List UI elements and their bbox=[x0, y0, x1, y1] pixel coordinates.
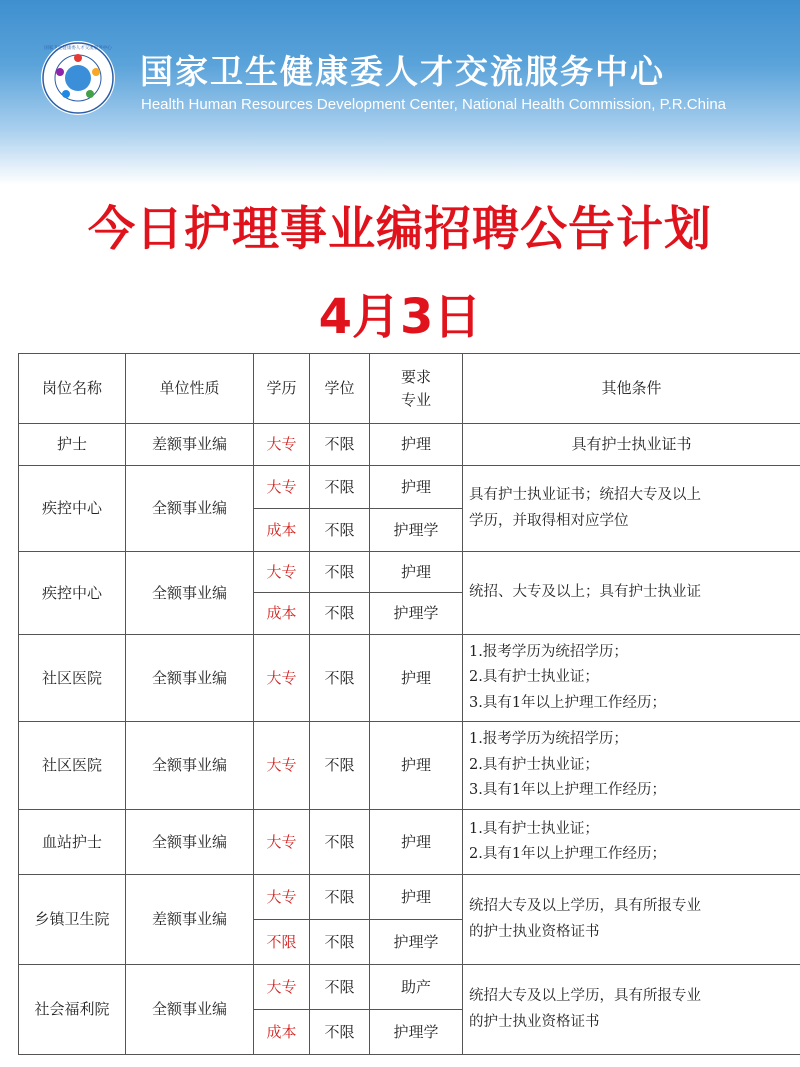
table-row bbox=[19, 965, 800, 1010]
unit-type-cell: 全额事业编 bbox=[126, 722, 254, 810]
table-row bbox=[19, 810, 800, 875]
major-cell: 护理 bbox=[370, 635, 463, 722]
unit-type-cell: 差额事业编 bbox=[126, 875, 254, 965]
degree-cell: 不限 bbox=[310, 1010, 370, 1055]
organization-logo bbox=[40, 40, 116, 116]
recruitment-table bbox=[18, 353, 800, 1055]
position-cell: 社会福利院 bbox=[19, 965, 126, 1055]
conditions-line: 学历，并取得相对应学位 bbox=[469, 512, 629, 529]
unit-type-cell: 差额事业编 bbox=[126, 424, 254, 466]
conditions-cell bbox=[463, 875, 800, 965]
major-cell: 护理 bbox=[370, 875, 463, 920]
conditions-line: 1.报考学历为统招学历； bbox=[469, 643, 628, 660]
organization-name-cn: 国家卫生健康委人才交流服务中心 bbox=[140, 52, 665, 91]
position-cell: 乡镇卫生院 bbox=[19, 875, 126, 965]
position-cell: 社区医院 bbox=[19, 722, 126, 810]
major-cell: 护理学 bbox=[370, 509, 463, 552]
header-major-line1: 要求 bbox=[400, 368, 431, 386]
conditions-line: 3.具有1年以上护理工作经历； bbox=[469, 694, 667, 711]
header-degree: 学位 bbox=[310, 354, 370, 424]
table-row bbox=[19, 875, 800, 920]
major-cell: 护理 bbox=[370, 722, 463, 810]
conditions-cell: 统招、大专及以上；具有护士执业证 bbox=[463, 552, 800, 635]
degree-cell: 不限 bbox=[310, 875, 370, 920]
page-title: 今日护理事业编招聘公告计划 bbox=[88, 202, 712, 257]
header-education: 学历 bbox=[254, 354, 310, 424]
table-row bbox=[19, 466, 800, 509]
page-date: 4月3日 bbox=[318, 289, 482, 345]
header-major bbox=[370, 354, 463, 424]
degree-cell: 不限 bbox=[310, 466, 370, 509]
unit-type-cell: 全额事业编 bbox=[126, 635, 254, 722]
position-cell: 疾控中心 bbox=[19, 466, 126, 552]
conditions-line: 统招大专及以上学历，具有所报专业 bbox=[469, 898, 701, 915]
conditions-line: 的护士执业资格证书 bbox=[469, 923, 600, 940]
unit-type-cell: 全额事业编 bbox=[126, 965, 254, 1055]
major-cell: 护理学 bbox=[370, 1010, 463, 1055]
conditions-line: 1.报考学历为统招学历； bbox=[469, 731, 628, 748]
unit-type-cell: 全额事业编 bbox=[126, 552, 254, 635]
education-cell: 大专 bbox=[254, 552, 310, 593]
position-cell: 护士 bbox=[19, 424, 126, 466]
position-cell: 血站护士 bbox=[19, 810, 126, 875]
degree-cell: 不限 bbox=[310, 509, 370, 552]
degree-cell: 不限 bbox=[310, 552, 370, 593]
conditions-line: 2.具有护士执业证； bbox=[469, 669, 599, 686]
major-cell: 助产 bbox=[370, 965, 463, 1010]
table-row bbox=[19, 635, 800, 722]
education-cell: 大专 bbox=[254, 424, 310, 466]
education-cell: 大专 bbox=[254, 810, 310, 875]
logo-ring-text: 国家卫生健康委人才交流服务中心 bbox=[44, 46, 112, 51]
header-position: 岗位名称 bbox=[19, 354, 126, 424]
education-cell: 大专 bbox=[254, 722, 310, 810]
conditions-line: 的护士执业资格证书 bbox=[469, 1013, 600, 1030]
header-major-line2: 专业 bbox=[400, 390, 431, 409]
education-cell: 不限 bbox=[254, 920, 310, 965]
conditions-cell bbox=[463, 810, 800, 875]
major-cell: 护理学 bbox=[370, 920, 463, 965]
major-cell: 护理 bbox=[370, 552, 463, 593]
conditions-line: 2.具有1年以上护理工作经历； bbox=[469, 846, 667, 862]
conditions-line: 统招大专及以上学历，具有所报专业 bbox=[469, 988, 701, 1005]
education-cell: 成本 bbox=[254, 509, 310, 552]
table-row bbox=[19, 722, 800, 810]
conditions-line: 1.具有护士执业证； bbox=[469, 820, 599, 837]
degree-cell: 不限 bbox=[310, 810, 370, 875]
education-cell: 成本 bbox=[254, 1010, 310, 1055]
education-cell: 大专 bbox=[254, 965, 310, 1010]
education-cell: 大专 bbox=[254, 466, 310, 509]
conditions-cell bbox=[463, 965, 800, 1055]
conditions-cell bbox=[463, 635, 800, 722]
degree-cell: 不限 bbox=[310, 593, 370, 635]
degree-cell: 不限 bbox=[310, 635, 370, 722]
education-cell: 大专 bbox=[254, 875, 310, 920]
organization-name-en: Health Human Resources Development Center, National Health Commission, P.R.China bbox=[141, 96, 726, 113]
degree-cell: 不限 bbox=[310, 424, 370, 466]
conditions-line: 3.具有1年以上护理工作经历； bbox=[469, 782, 667, 799]
degree-cell: 不限 bbox=[310, 965, 370, 1010]
education-cell: 大专 bbox=[254, 635, 310, 722]
major-cell: 护理 bbox=[370, 424, 463, 466]
position-cell: 疾控中心 bbox=[19, 552, 126, 635]
position-cell: 社区医院 bbox=[19, 635, 126, 722]
unit-type-cell: 全额事业编 bbox=[126, 810, 254, 875]
unit-type-cell: 全额事业编 bbox=[126, 466, 254, 552]
conditions-line: 2.具有护士执业证； bbox=[469, 756, 599, 773]
education-cell: 成本 bbox=[254, 593, 310, 635]
table-header-row bbox=[19, 354, 800, 424]
major-cell: 护理 bbox=[370, 466, 463, 509]
header-unit-type: 单位性质 bbox=[126, 354, 254, 424]
major-cell: 护理 bbox=[370, 810, 463, 875]
major-cell: 护理学 bbox=[370, 593, 463, 635]
header-conditions: 其他条件 bbox=[463, 354, 800, 424]
degree-cell: 不限 bbox=[310, 920, 370, 965]
conditions-line: 具有护士执业证书；统招大专及以上 bbox=[469, 487, 701, 504]
table-row bbox=[19, 424, 800, 466]
table-row bbox=[19, 552, 800, 593]
conditions-cell: 具有护士执业证书 bbox=[463, 424, 800, 466]
degree-cell: 不限 bbox=[310, 722, 370, 810]
conditions-cell bbox=[463, 466, 800, 552]
conditions-cell bbox=[463, 722, 800, 810]
